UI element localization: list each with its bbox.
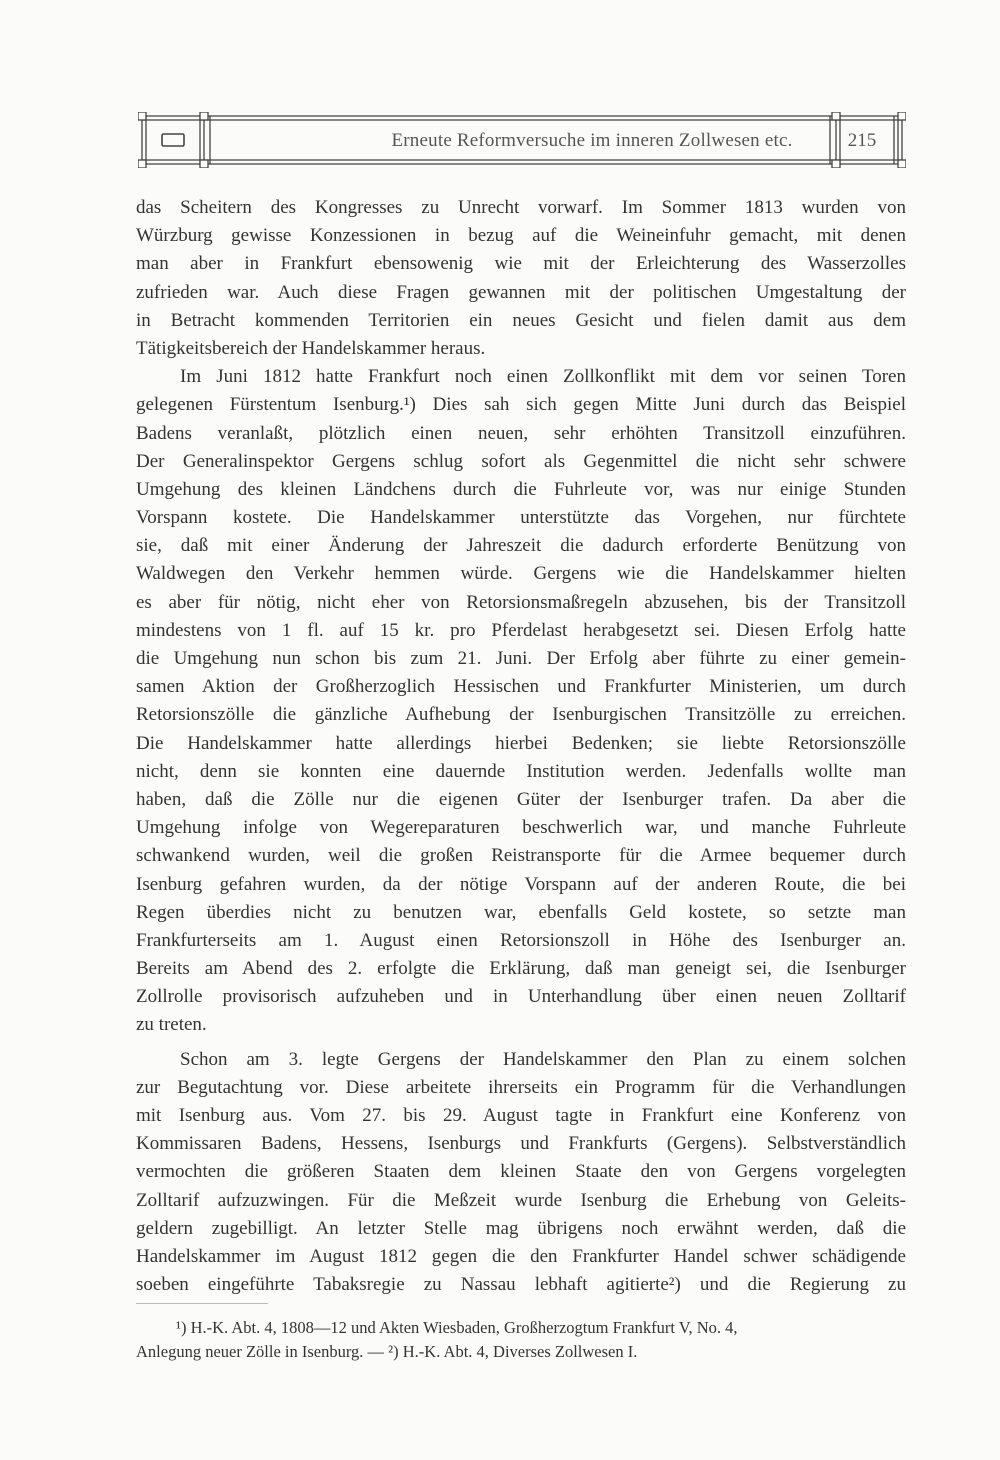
text-line: Der Generalinspektor Gergens schlug sofort als Gegenmittel die nicht sehr schwere <box>136 450 906 472</box>
page-number: 215 <box>847 130 877 151</box>
text-line: Zollrolle provisorisch aufzuheben und in Unterhandlung über einen neuen Zolltarif <box>136 986 906 1008</box>
text-line: Retorsionszölle die gänzliche Aufhebung der Isenburgischen Transitzölle zu erreichen. <box>136 704 906 726</box>
text-line: nicht, denn sie konnten eine dauernde Institution werden. Jedenfalls wollte man <box>136 760 906 782</box>
text-line: Umgehung infolge von Wegereparaturen beschwerlich war, und manche Fuhrleute <box>136 817 906 839</box>
text-line: Schon am 3. legte Gergens der Handelskammer den Plan zu einem solchen <box>180 1048 906 1070</box>
footnote-separator <box>136 1303 268 1304</box>
text-line: in Betracht kommenden Territorien ein neues Gesicht und fielen damit aus dem <box>136 309 906 331</box>
text-line: Badens veranlaßt, plötzlich einen neuen, sehr erhöhten Transitzoll einzuführen. <box>136 422 906 444</box>
text-line: schwankend wurden, weil die großen Reistransporte für die Armee bequemer durch <box>136 845 906 867</box>
text-line: das Scheitern des Kongresses zu Unrecht vorwarf. Im Sommer 1813 wurden von <box>136 197 906 218</box>
running-header <box>138 112 906 168</box>
text-line: Handelskammer im August 1812 gegen die den Frankfurter Handel schwer schädigende <box>136 1245 906 1267</box>
text-line: Tätigkeitsbereich der Handelskammer heraus. <box>136 337 486 359</box>
text-line: zufrieden war. Auch diese Fragen gewannen mit der politischen Umgestaltung der <box>136 281 906 303</box>
text-line: Frankfurterseits am 1. August einen Retorsionszoll in Höhe des Isenburger an. <box>136 929 906 951</box>
text-line: Kommissaren Badens, Hessens, Isenburgs und Frankfurts (Gergens). Selbstverständlich <box>136 1133 906 1155</box>
footnote-line: ¹) H.-K. Abt. 4, 1808—12 und Akten Wiesbaden, Großherzogtum Frankfurt V, No. 4, <box>176 1318 738 1337</box>
text-line: Regen überdies nicht zu benutzen war, ebenfalls Geld kostete, so setzte man <box>136 901 906 923</box>
text-line: man aber in Frankfurt ebensowenig wie mit der Erleichterung des Wasserzolles <box>136 253 906 275</box>
text-line: Isenburg gefahren wurden, da der nötige Vorspann auf der anderen Route, die bei <box>136 873 906 895</box>
text-line: Umgehung des kleinen Ländchens durch die Fuhrleute vor, was nur einige Stunden <box>136 478 906 500</box>
text-line: vermochten die größeren Staaten dem kleinen Staate den von Gergens vorgelegten <box>136 1161 906 1183</box>
text-line: Waldwegen den Verkehr hemmen würde. Gergens wie die Handelskammer hielten <box>136 563 906 585</box>
text-line: Im Juni 1812 hatte Frankfurt noch einen Zollkonflikt mit dem vor seinen Toren <box>180 366 906 388</box>
text-line: sie, daß mit einer Änderung der Jahreszeit die dadurch erforderte Benützung von <box>136 535 906 557</box>
text-line: haben, daß die Zölle nur die eigenen Güter der Isenburger trafen. Da aber die <box>136 788 906 810</box>
text-line: Zolltarif aufzuzwingen. Für die Meßzeit wurde Isenburg die Erhebung von Geleits- <box>136 1189 906 1211</box>
footnotes <box>136 1316 906 1364</box>
text-line: gelegenen Fürstentum Isenburg.¹) Dies sah sich gegen Mitte Juni durch das Beispiel <box>136 394 906 416</box>
text-line: Vorspann kostete. Die Handelskammer unterstützte das Vorgehen, nur fürchtete <box>136 507 906 529</box>
text-line: es aber für nötig, nicht eher von Retorsionsmaßregeln abzusehen, bis der Transitzoll <box>136 591 906 613</box>
text-line: Die Handelskammer hatte allerdings hierbei Bedenken; sie liebte Retorsionszölle <box>136 732 906 754</box>
text-line: Bereits am Abend des 2. erfolgte die Erklärung, daß man geneigt sei, die Isenburger <box>136 958 906 980</box>
running-header-title: Erneute Reformversuche im inneren Zollwesen etc. <box>391 130 793 151</box>
body-text <box>136 194 906 1299</box>
text-line: die Umgehung nun schon bis zum 21. Juni. Der Erfolg aber führte zu einer gemein- <box>136 648 906 669</box>
text-line: Würzburg gewisse Konzessionen in bezug auf die Weineinfuhr gemacht, mit denen <box>136 225 906 247</box>
text-line: soeben eingeführte Tabaksregie zu Nassau lebhaft agitierte²) und die Regierung zu <box>136 1274 906 1296</box>
text-line: samen Aktion der Großherzoglich Hessischen und Frankfurter Ministerien, um durch <box>136 676 906 698</box>
footnote-line: Anlegung neuer Zölle in Isenburg. — ²) H.-K. Abt. 4, Diverses Zollwesen I. <box>136 1342 638 1361</box>
text-line: zu treten. <box>136 1014 207 1036</box>
text-line: geldern zugebilligt. An letzter Stelle mag übrigens noch erwähnt werden, daß die <box>136 1217 906 1239</box>
text-line: zur Begutachtung vor. Diese arbeitete ihrerseits ein Programm für die Verhandlungen <box>136 1076 906 1098</box>
text-line: mit Isenburg aus. Vom 27. bis 29. August tagte in Frankfurt eine Konferenz von <box>136 1105 906 1126</box>
text-line: mindestens von 1 fl. auf 15 kr. pro Pferdelast herabgesetzt sei. Diesen Erfolg hatte <box>136 619 906 641</box>
